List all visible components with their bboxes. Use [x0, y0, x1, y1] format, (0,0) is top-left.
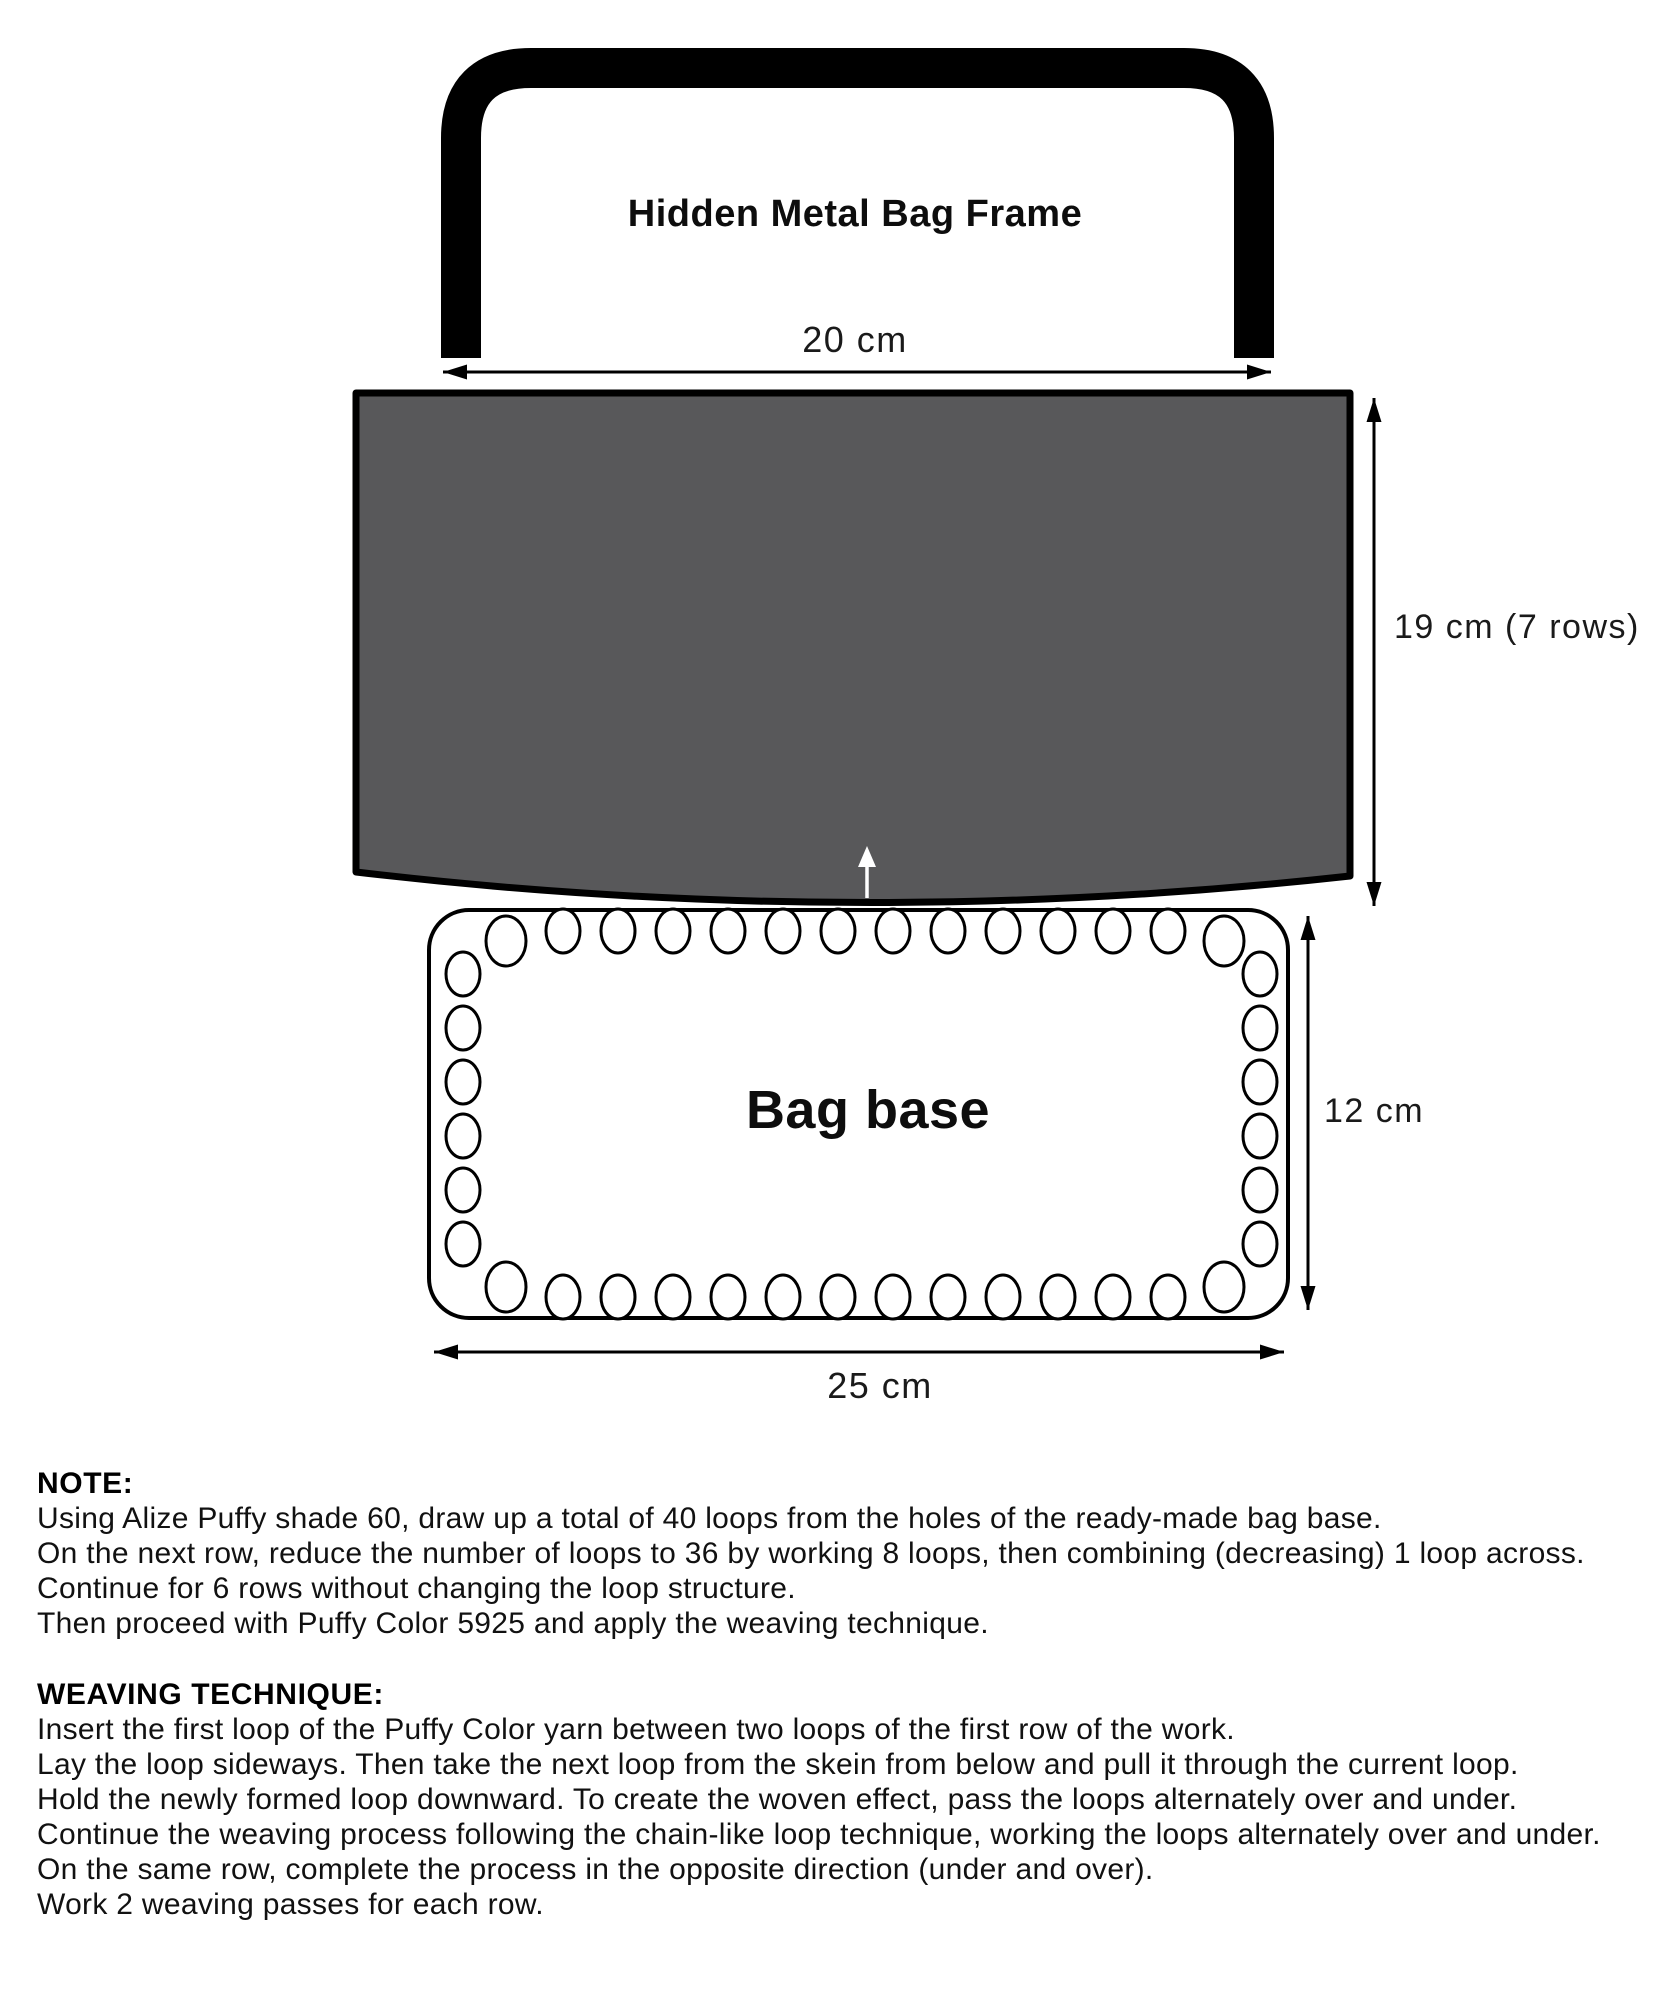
base-hole: [446, 1222, 480, 1266]
base-hole: [1243, 1168, 1277, 1212]
base-hole: [446, 1114, 480, 1158]
base-hole: [656, 909, 690, 953]
base-hole: [931, 1275, 965, 1319]
base-hole: [1151, 1275, 1185, 1319]
base-hole: [1243, 1114, 1277, 1158]
base-hole: [546, 1275, 580, 1319]
base-hole: [486, 1262, 526, 1312]
base-width-label: 25 cm: [827, 1365, 933, 1406]
body-height-label: 19 cm (7 rows): [1394, 608, 1640, 646]
base-hole: [1041, 1275, 1075, 1319]
base-hole: [1151, 909, 1185, 953]
instructions: [37, 1466, 1637, 1922]
base-hole: [821, 909, 855, 953]
weaving-line: Work 2 weaving passes for each row.: [37, 1888, 544, 1921]
base-hole: [1243, 1006, 1277, 1050]
note-section: [37, 1466, 1637, 1641]
base-hole: [1041, 909, 1075, 953]
weaving-line: Hold the newly formed loop downward. To create the woven effect, pass the loops alternately over and under.: [37, 1783, 1518, 1816]
base-hole: [1243, 1222, 1277, 1266]
weaving-line: Insert the first loop of the Puffy Color yarn between two loops of the first row of the work.: [37, 1713, 1235, 1746]
base-hole: [1096, 1275, 1130, 1319]
base-hole: [986, 909, 1020, 953]
base-hole: [486, 916, 526, 966]
note-line: On the next row, reduce the number of loops to 36 by working 8 loops, then combining (decreasing) 1 loop across.: [37, 1537, 1585, 1570]
base-hole: [931, 909, 965, 953]
base-hole: [821, 1275, 855, 1319]
weaving-line: On the same row, complete the process in the opposite direction (under and over).: [37, 1853, 1154, 1886]
weaving-heading: WEAVING TECHNIQUE:: [37, 1678, 384, 1711]
note-line: Then proceed with Puffy Color 5925 and apply the weaving technique.: [37, 1607, 989, 1640]
note-heading: NOTE:: [37, 1467, 134, 1500]
base-hole: [711, 1275, 745, 1319]
base-hole: [1204, 916, 1244, 966]
bag-base-label: Bag base: [745, 1080, 991, 1140]
weaving-line: Continue the weaving process following the chain-like loop technique, working the loops alternately over and under.: [37, 1818, 1601, 1851]
base-hole: [601, 909, 635, 953]
base-hole: [1096, 909, 1130, 953]
base-hole: [876, 1275, 910, 1319]
base-hole: [546, 909, 580, 953]
base-hole: [446, 1168, 480, 1212]
bag-body-panel: [356, 393, 1350, 903]
base-hole: [766, 909, 800, 953]
base-hole: [446, 952, 480, 996]
weaving-section: [37, 1677, 1637, 1922]
base-hole: [986, 1275, 1020, 1319]
base-hole: [1243, 952, 1277, 996]
base-hole: [711, 909, 745, 953]
frame-title: Hidden Metal Bag Frame: [627, 193, 1083, 235]
base-hole: [876, 909, 910, 953]
weaving-line: Lay the loop sideways. Then take the next loop from the skein from below and pull it through the current loop.: [37, 1748, 1519, 1781]
base-hole: [766, 1275, 800, 1319]
base-height-label: 12 cm: [1324, 1092, 1425, 1130]
base-hole: [446, 1006, 480, 1050]
frame-width-label: 20 cm: [802, 319, 908, 360]
base-hole: [1204, 1262, 1244, 1312]
base-hole: [446, 1060, 480, 1104]
base-hole: [656, 1275, 690, 1319]
note-line: Using Alize Puffy shade 60, draw up a total of 40 loops from the holes of the ready-made bag base.: [37, 1502, 1382, 1535]
base-hole: [1243, 1060, 1277, 1104]
note-line: Continue for 6 rows without changing the loop structure.: [37, 1572, 796, 1605]
base-hole: [601, 1275, 635, 1319]
